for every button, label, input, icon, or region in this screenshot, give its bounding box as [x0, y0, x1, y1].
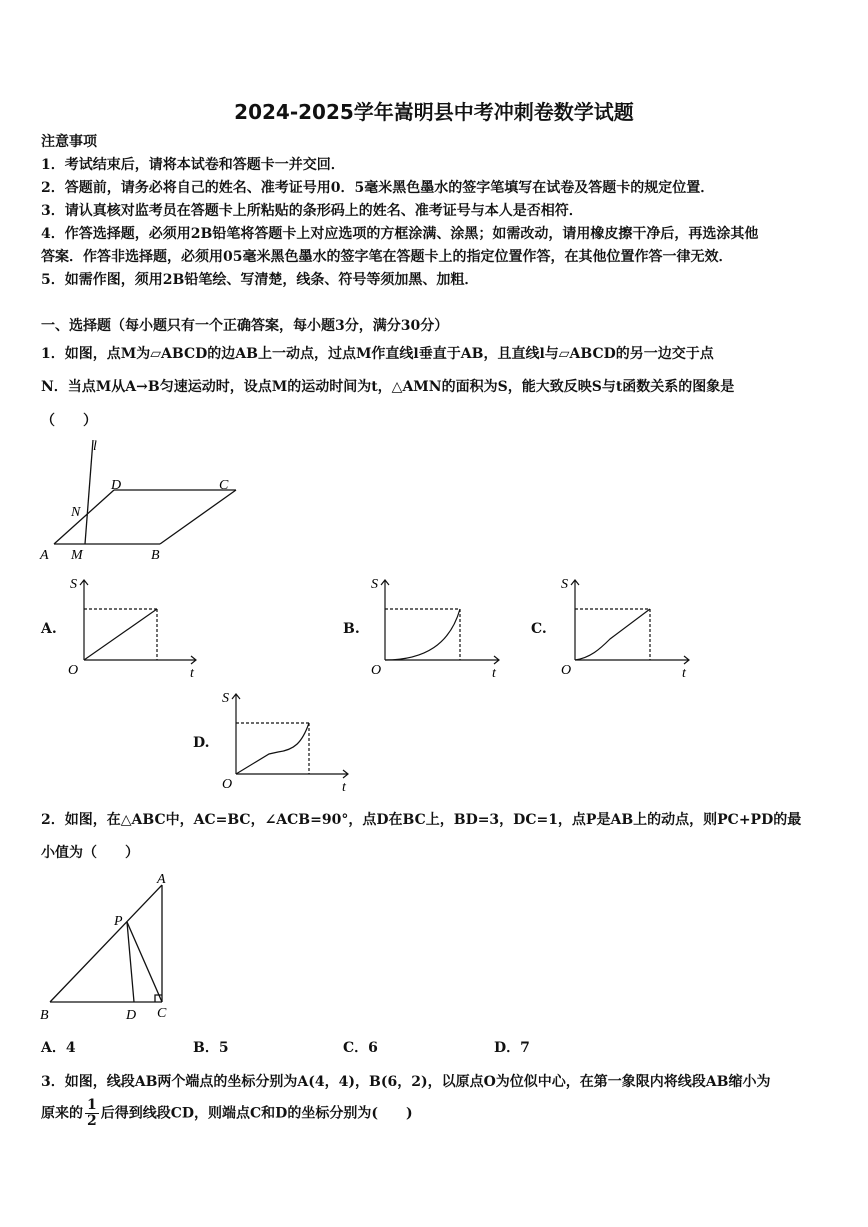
label-M: M	[71, 548, 83, 563]
q1-text: （ ）	[41, 413, 97, 429]
option-a-graph[interactable]	[62, 574, 212, 682]
label-C: C	[157, 1006, 167, 1021]
notice-item: 答案．作答非选择题，必须用05毫米黑色墨水的签字笔在答题卡上的指定位置作答，在其他位置作答一律无效．	[41, 249, 733, 265]
q1-figure	[34, 432, 244, 567]
label-B: B	[151, 548, 160, 563]
option-c-label[interactable]: C.	[531, 621, 547, 637]
option-c-graph[interactable]	[555, 574, 705, 682]
q2-text: 小值为（ ）	[41, 845, 139, 861]
q3-text: 3．如图，线段AB两个端点的坐标分别为A(4，4)，B(6，2)，以原点O为位似中心，在第一象限内将线段AB缩小为	[41, 1074, 771, 1090]
axis-s-label: S	[561, 577, 568, 592]
axis-s-label: S	[222, 691, 229, 706]
origin-label: O	[371, 663, 382, 678]
notice-item: 2．答题前，请务必将自己的姓名、准考证号用0．5毫米黑色墨水的签字笔填写在试卷及答题卡的规定位置．	[41, 180, 715, 196]
q2-option-b[interactable]: B．5	[193, 1040, 229, 1056]
axis-t-label: t	[492, 666, 496, 681]
page-title: 2024-2025学年嵩明县中考冲刺卷数学试题	[234, 100, 634, 124]
q2-figure	[34, 866, 184, 1026]
axis-t-label: t	[342, 780, 346, 795]
label-C: C	[219, 478, 229, 493]
section-heading: 一、选择题（每小题只有一个正确答案，每小题3分，满分30分）	[41, 318, 449, 334]
q1-text: 1．如图，点M为▱ABCD的边AB上一动点，过点M作直线l垂直于AB，且直线l与▱ABCD的另一边交于点	[41, 346, 714, 362]
notice-item: 5．如需作图，须用2B铅笔绘、写清楚，线条、符号等须加黑、加粗．	[41, 272, 479, 288]
fraction-one-half: $\frac{1}{2}$	[87, 1097, 97, 1129]
axis-t-label: t	[190, 666, 194, 681]
q2-option-a[interactable]: A．4	[41, 1040, 76, 1056]
label-N: N	[71, 505, 81, 520]
q2-option-d[interactable]: D．7	[494, 1040, 530, 1056]
notice-item: 1．考试结束后，请将本试卷和答题卡一并交回．	[41, 157, 345, 173]
notice-heading: 注意事项	[41, 134, 97, 150]
label-B: B	[40, 1008, 49, 1023]
origin-label: O	[68, 663, 79, 678]
axis-t-label: t	[682, 666, 686, 681]
option-d-label[interactable]: D.	[193, 735, 210, 751]
label-D: D	[126, 1008, 137, 1023]
notice-item: 4．作答选择题，必须用2B铅笔将答题卡上对应选项的方框涂满、涂黑；如需改动，请用橡皮擦干净后，再选涂其他	[41, 226, 759, 242]
label-l: l	[93, 439, 97, 454]
label-D: D	[111, 478, 122, 493]
option-b-label[interactable]: B.	[343, 621, 360, 637]
option-b-graph[interactable]	[365, 574, 515, 682]
q2-text: 2．如图，在△ABC中，AC=BC，∠ACB=90°，点D在BC上，BD=3，DC=1，点P是AB上的动点，则PC+PD的最	[41, 812, 802, 828]
q1-text: N．当点M从A→B匀速运动时，设点M的运动时间为t，△AMN的面积为S，能大致反映S与t函数关系的图象是	[41, 379, 735, 395]
option-a-label[interactable]: A.	[41, 621, 57, 637]
label-P: P	[114, 914, 123, 929]
axis-s-label: S	[371, 577, 378, 592]
notice-item: 3．请认真核对监考员在答题卡上所粘贴的条形码上的姓名、准考证号与本人是否相符．	[41, 203, 583, 219]
q3-text-line2: 原来的 $\frac{1}{2}$ 后得到线段CD，则端点C和D的坐标分别为( )	[41, 1097, 413, 1129]
origin-label: O	[561, 663, 572, 678]
option-d-graph[interactable]	[214, 688, 364, 796]
axis-s-label: S	[70, 577, 77, 592]
origin-label: O	[222, 777, 233, 792]
q2-option-c[interactable]: C．6	[343, 1040, 378, 1056]
label-A: A	[40, 548, 49, 563]
label-A: A	[157, 872, 166, 887]
